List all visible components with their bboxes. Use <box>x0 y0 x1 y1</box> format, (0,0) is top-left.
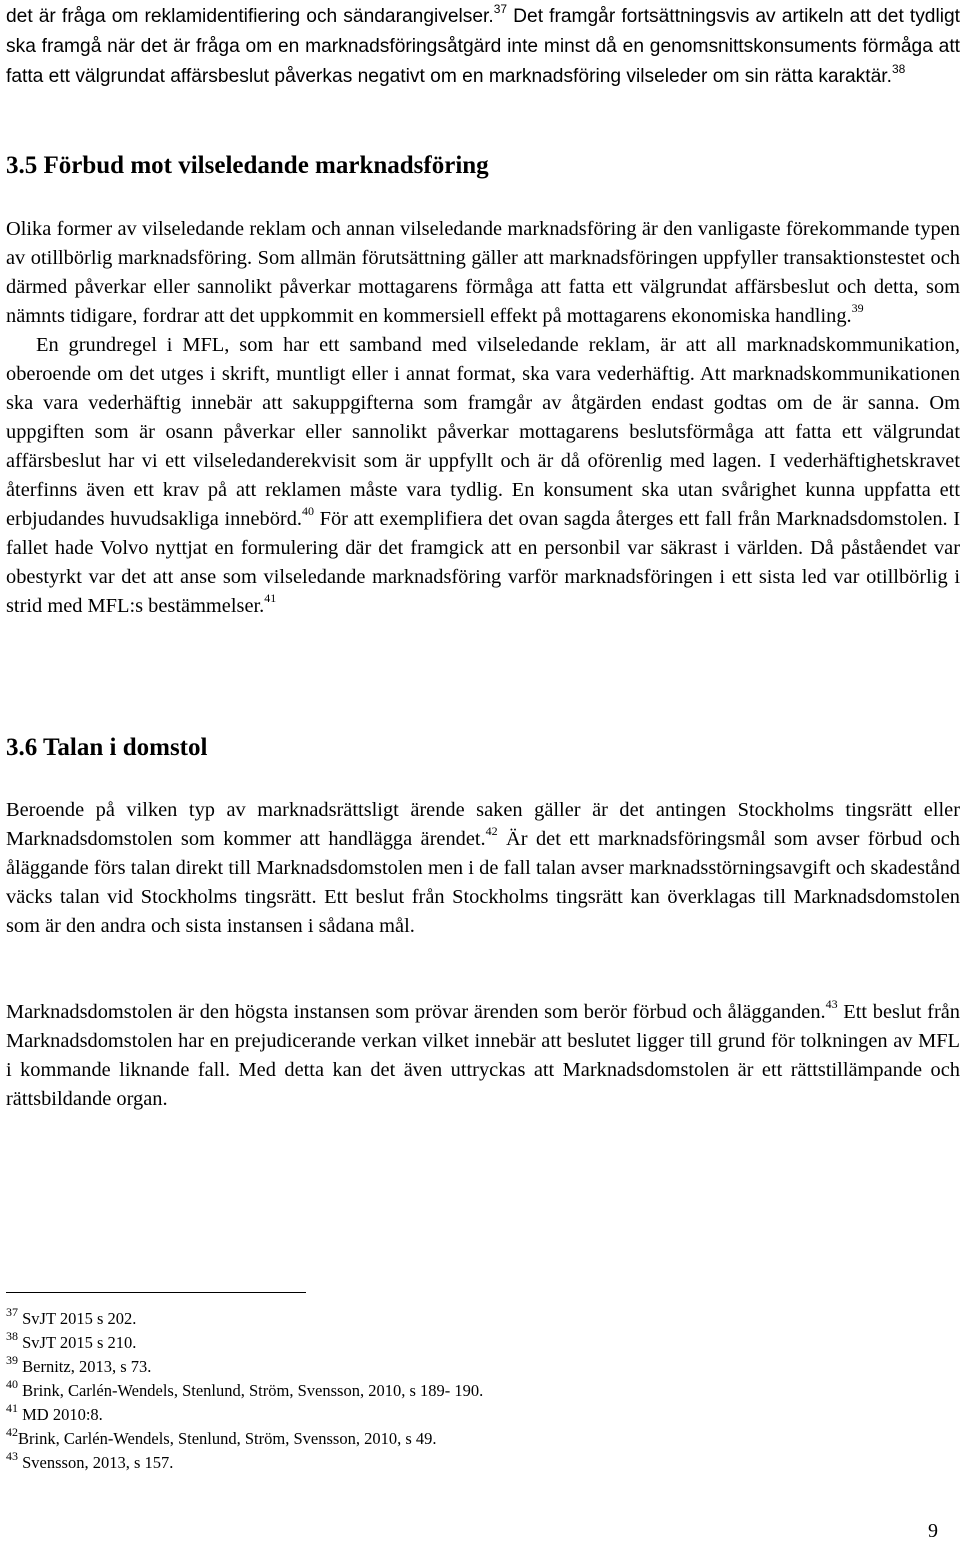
footnote-39 <box>6 1352 706 1379</box>
footnote-ref-40[interactable]: 40 <box>302 504 315 519</box>
footnote-text: SvJT 2015 s 202. <box>18 1309 137 1328</box>
paragraph-text: En grundregel i MFL, som har ett samband med vilseledande reklam, är att all marknadskommunikation, oberoende om det utges i skrift, muntligt eller i annat format, ska vara vederhäftig. Att marknadskommunikationen ska vara vederhäftig innebär att sakuppgifterna som framgår av åtgärden endast godtas om de är sanna. Om uppgiften som är osann påverkar eller sannolikt påverkar mottagarens beslutsförmåga att fatta ett välgrundat affärsbeslut har vi ett vilseledanderekvisit som är uppfyllt och är då oförenlig med lagen. I vederhäftighetskravet återfinns även ett krav på att reklamen måste vara tydlig. En konsument ska utan svårighet kunna uppfatta ett erbjudandes huvudsakliga innebörd. <box>6 334 960 530</box>
footnote-number: 43 <box>6 1448 18 1463</box>
footnote-41 <box>6 1400 706 1427</box>
paragraph-text: Beroende på vilken typ av marknadsrättsligt ärende saken gäller är det antingen Stockholms tingsrätt eller Marknadsdomstolen som kommer att handlägga ärendet. <box>6 799 960 850</box>
paragraph-text: Marknadsdomstolen är den högsta instansen som prövar ärenden som berör förbud och ålägganden. <box>6 1001 826 1023</box>
page-number: 9 <box>928 1520 938 1542</box>
intro-text-a: det är fråga om reklamidentifiering och sändarangivelser. <box>6 6 494 27</box>
footnote-number: 40 <box>6 1376 18 1391</box>
paragraph <box>6 796 960 941</box>
footnote-number: 37 <box>6 1304 18 1319</box>
section-heading-3-5: 3.5 Förbud mot vilseledande marknadsföring <box>6 152 489 179</box>
intro-text-b: Det framgår fortsättningsvis av artikeln att det tydligt ska framgå när det är fråga om en marknadsföringsåtgärd inte minst då en genomsnittskonsuments förmåga att fatta ett välgrundat affärsbeslut påverkas negativt om en marknadsföring vilseleder om sin rätta karaktär. <box>6 6 960 87</box>
footnote-37 <box>6 1304 706 1331</box>
paragraph-text: Olika former av vilseledande reklam och annan vilseledande marknadsföring är den vanligaste förekommande typen av otillbörlig marknadsföring. Som allmän förutsättning gäller att marknadsföringen uppfyller transaktionstestet och därmed påverkar eller sannolikt påverkar mottagarens förmåga att fatta ett välgrundat affärsbeslut och detta, som nämnts tidigare, fordrar att det uppkommit en kommersiell effekt på mottagarens ekonomiska handling. <box>6 218 960 327</box>
footnote-text: Bernitz, 2013, s 73. <box>18 1357 152 1376</box>
footnote-ref-42[interactable]: 42 <box>485 824 498 839</box>
section-3-6-paragraph-2 <box>6 998 960 1114</box>
footnote-number: 42 <box>6 1424 18 1439</box>
paragraph-text: För att exemplifiera det ovan sagda återges ett fall från Marknadsdomstolen. I fallet hade Volvo nyttjat en formulering där det framgick att en personbil var säkrast i världen. Då påståendet var obestyrkt var det att anse som vilseledande marknadsföring varför marknadsföringen i ett sista led var otillbörlig i strid med MFL:s bestämmelser. <box>6 508 960 617</box>
footnotes <box>6 1304 706 1475</box>
section-3-5-body <box>6 215 960 621</box>
section-3-5-paragraph-1 <box>6 215 960 331</box>
footnote-ref-43[interactable]: 43 <box>825 997 838 1012</box>
footnote-43 <box>6 1448 706 1475</box>
section-heading-3-6: 3.6 Talan i domstol <box>6 734 208 761</box>
footnote-38 <box>6 1328 706 1355</box>
footnote-text: MD 2010:8. <box>18 1405 103 1424</box>
footnote-number: 41 <box>6 1400 18 1415</box>
intro-paragraph <box>6 2 960 92</box>
footnote-40 <box>6 1376 706 1403</box>
paragraph <box>6 998 960 1114</box>
footnote-ref-41[interactable]: 41 <box>264 591 277 606</box>
footnote-42 <box>6 1424 706 1451</box>
footnote-text: Brink, Carlén-Wendels, Stenlund, Ström, Svensson, 2010, s 49. <box>18 1429 437 1448</box>
footnote-number: 39 <box>6 1352 18 1367</box>
section-3-5-paragraph-2 <box>6 331 960 621</box>
footnote-ref-38[interactable]: 38 <box>891 61 906 76</box>
paragraph-text: Är det ett marknadsföringsmål som avser förbud och åläggande förs talan direkt till Marknadsdomstolen men i de fall talan avser marknadsstörningsavgift och skadestånd väcks talan vid Stockholms tingsrätt. Ett beslut från Stockholms tingsrätt kan överklagas till Marknadsdomstolen som är den andra och sista instansen i sådana mål. <box>6 828 960 937</box>
footnote-divider <box>6 1292 306 1293</box>
section-3-6-paragraph-1 <box>6 796 960 941</box>
footnote-text: Svensson, 2013, s 157. <box>18 1453 174 1472</box>
footnote-ref-39[interactable]: 39 <box>851 301 864 316</box>
footnote-ref-37[interactable]: 37 <box>493 1 508 16</box>
paragraph-text: Ett beslut från Marknadsdomstolen har en prejudicerande verkan vilket innebär att beslutet ligger till grund för tolkningen av MFL i kommande liknande fall. Med detta kan det även uttryckas att Marknadsdomstolen är ett rättstillämpande och rättsbildande organ. <box>6 1001 960 1110</box>
footnote-text: Brink, Carlén-Wendels, Stenlund, Ström, Svensson, 2010, s 189- 190. <box>18 1381 484 1400</box>
footnote-text: SvJT 2015 s 210. <box>18 1333 137 1352</box>
footnote-number: 38 <box>6 1328 18 1343</box>
